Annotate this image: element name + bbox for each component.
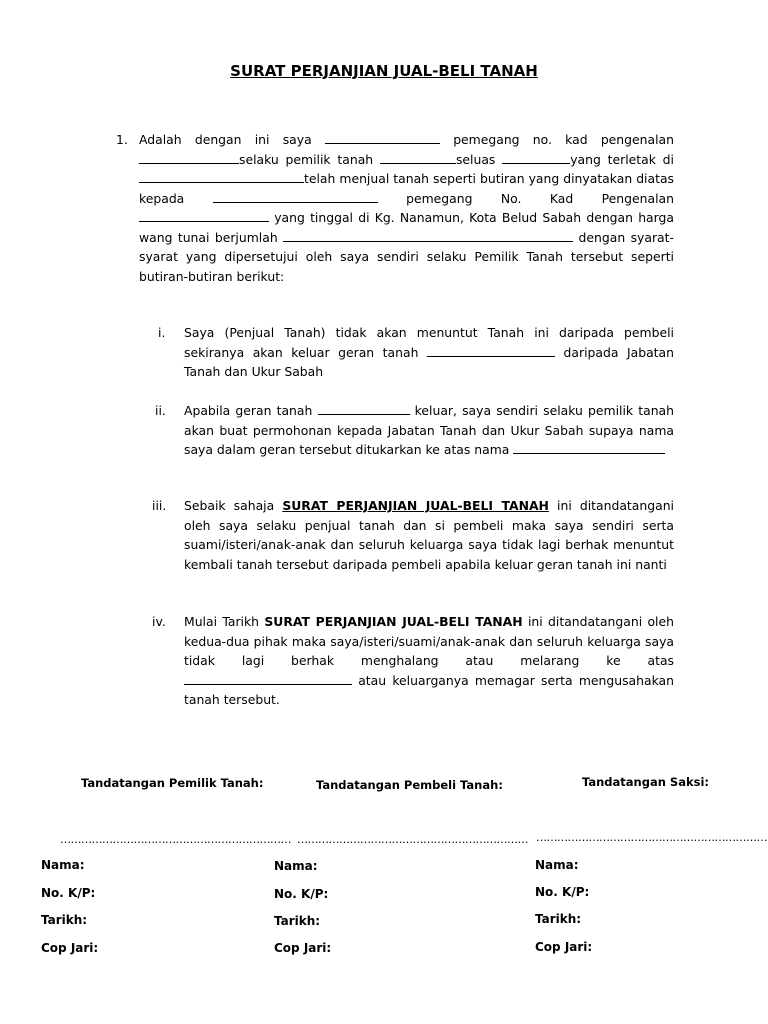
item-ii: Apabila geran tanah keluar, saya sendiri selaku pemilik tanah akan buat permohonan kepada Jabatan Tanah dan Ukur Sabah supaya nama saya dalam geran tersebut ditukarkan ke atas nama: [184, 403, 674, 457]
sig-buyer-cop: Cop Jari:: [274, 941, 332, 955]
item-number: ii.: [155, 403, 166, 418]
sig-buyer-tarikh: Tarikh:: [274, 914, 321, 928]
sig-buyer-line: …………………………………………………………: [297, 833, 528, 846]
sig-buyer-heading: Tandatangan Pembeli Tanah:: [316, 778, 503, 792]
sig-witness-tarikh: Tarikh:: [535, 912, 582, 926]
blank-land-no: [380, 151, 456, 164]
blank-price: [283, 229, 573, 242]
sig-owner-kp: No. K/P:: [41, 886, 96, 900]
item-iv: Mulai Tarikh SURAT PERJANJIAN JUAL-BELI TANAH ini ditandatangani oleh kedua-dua pihak maka saya/isteri/suami/anak-anak dan seluruh keluarga saya tidak lagi berhak menghalang atau melarang ke atas atau keluarganya memagar serta mengusahakan tanah tersebut.: [184, 614, 674, 707]
sig-witness-nama: Nama:: [535, 858, 579, 872]
blank-geran-no: [427, 344, 555, 357]
blank-transfer-name: [513, 441, 665, 454]
blank-buyer-name: [213, 190, 378, 203]
item-iii: Sebaik sahaja SURAT PERJANJIAN JUAL-BELI TANAH ini ditandatangani oleh saya selaku penjual tanah dan si pembeli maka saya sendiri serta suami/isteri/anak-anak dan seluruh keluarga saya tidak lagi berhak menuntut kembali tanah tersebut daripada pembeli apabila keluar geran tanah ini nanti: [184, 498, 674, 572]
sig-witness-kp: No. K/P:: [535, 885, 590, 899]
item-i: Saya (Penjual Tanah) tidak akan menuntut Tanah ini daripada pembeli sekiranya akan keluar geran tanah daripada Jabatan Tanah dan Ukur Sabah: [184, 325, 674, 379]
blank-area: [502, 151, 570, 164]
document-title: SURAT PERJANJIAN JUAL-BELI TANAH: [230, 62, 538, 80]
blank-buyer-ic: [139, 209, 269, 222]
sig-owner-heading: Tandatangan Pemilik Tanah:: [81, 776, 264, 790]
sig-buyer-nama: Nama:: [274, 859, 318, 873]
paragraph-1: Adalah dengan ini saya pemegang no. kad pengenalan selaku pemilik tanah seluas yang terletak di telah menjual tanah seperti butiran yang dinyatakan diatas kepada pemegang No. Kad Pengenalan yang tinggal di Kg. Nanamun, Kota Belud Sabah dengan harga wang tunai berjumlah dengan syarat-syarat yang dipersetujui oleh saya sendiri selaku Pemilik Tanah tersebut seperti butiran-butiran berikut:: [139, 132, 674, 284]
agreement-name: SURAT PERJANJIAN JUAL-BELI TANAH: [282, 498, 549, 513]
agreement-name: SURAT PERJANJIAN JUAL-BELI TANAH: [264, 614, 523, 629]
blank-buyer: [184, 672, 352, 685]
paragraph-number: 1.: [116, 132, 128, 147]
blank-location: [139, 170, 304, 183]
blank-geran: [318, 402, 410, 415]
blank-seller-ic: [139, 151, 239, 164]
blank-seller-name: [325, 131, 440, 144]
sig-witness-cop: Cop Jari:: [535, 940, 593, 954]
sig-owner-nama: Nama:: [41, 858, 85, 872]
sig-owner-line: …………………………………………………………: [60, 833, 291, 846]
sig-owner-tarikh: Tarikh:: [41, 913, 88, 927]
item-number: iv.: [152, 614, 166, 629]
item-number: iii.: [152, 498, 167, 513]
sig-owner-cop: Cop Jari:: [41, 941, 99, 955]
sig-witness-heading: Tandatangan Saksi:: [582, 775, 710, 789]
sig-buyer-kp: No. K/P:: [274, 887, 329, 901]
sig-witness-line: …………………………………………………………: [536, 831, 767, 844]
item-number: i.: [158, 325, 166, 340]
